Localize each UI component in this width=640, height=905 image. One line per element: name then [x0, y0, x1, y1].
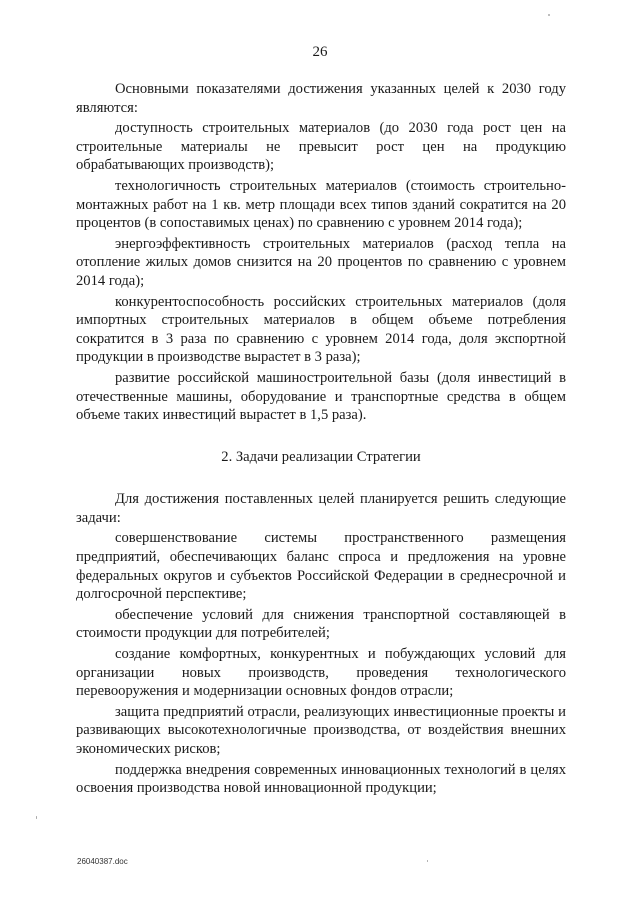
paragraph-availability: доступность строительных материалов (до 2030 года рост цен на строительные материалы не превысит рост цен на продукцию обрабатывающих производств);	[76, 120, 566, 174]
scan-speck	[548, 14, 550, 16]
document-body	[76, 80, 566, 800]
paragraph-energy-efficiency: энергоэффективность строительных материалов (расход тепла на отопление жилых домов снизится на 20 процентов по сравнению с уровнем 2014 года);	[76, 235, 566, 289]
paragraph-tasks-intro: Для достижения поставленных целей планируется решить следующие задачи:	[76, 491, 566, 526]
paragraph-machine-building: развитие российской машиностроительной базы (доля инвестиций в отечественные машины, оборудование и транспортные средства в общем объеме таких инвестиций вырастет в 1,5 раза).	[76, 369, 566, 424]
paragraph-risk-protection: защита предприятий отрасли, реализующих инвестиционные проекты и развивающих высокотехнологичные производства, от воздействия внешних экономических рисков;	[76, 703, 566, 757]
paragraph-transport-costs: обеспечение условий для снижения транспортной составляющей в стоимости продукции для потребителей;	[76, 606, 566, 642]
footer-filename: 26040387.doc	[77, 857, 128, 866]
page-number: 26	[312, 44, 328, 60]
paragraph-spatial-placement: совершенствование системы пространственного размещения предприятий, обеспечивающих баланс спроса и предложения на уровне федеральных округов и субъектов Российской Федерации в среднесрочной и долгосрочной перспективе;	[76, 530, 566, 603]
paragraph-manufacturability: технологичность строительных материалов (стоимость строительно-монтажных работ на 1 кв. метр площади всех типов зданий сократится на 20 процентов (в сопоставимых ценах) по сравнению с уровнем 2014 года);	[76, 177, 566, 232]
paragraph-new-production: создание комфортных, конкурентных и побуждающих условий для организации новых производств, проведения технологического перевооружения и модернизации основных фондов отрасли;	[76, 646, 566, 700]
section-heading: 2. Задачи реализации Стратегии	[221, 448, 421, 465]
paragraph-indicators-intro: Основными показателями достижения указанных целей к 2030 году являются:	[76, 81, 566, 116]
scan-speck	[427, 860, 428, 862]
scan-speck	[36, 816, 37, 819]
paragraph-innovation-support: поддержка внедрения современных инновационных технологий в целях освоения производства новой инновационной продукции;	[76, 761, 566, 797]
paragraph-competitiveness: конкурентоспособность российских строительных материалов (доля импортных строительных материалов в общем объеме потребления сократится в 3 раза по сравнению с уровнем 2014 года, доля экспортной продукции в производстве вырастет в 3 раза);	[76, 293, 566, 366]
